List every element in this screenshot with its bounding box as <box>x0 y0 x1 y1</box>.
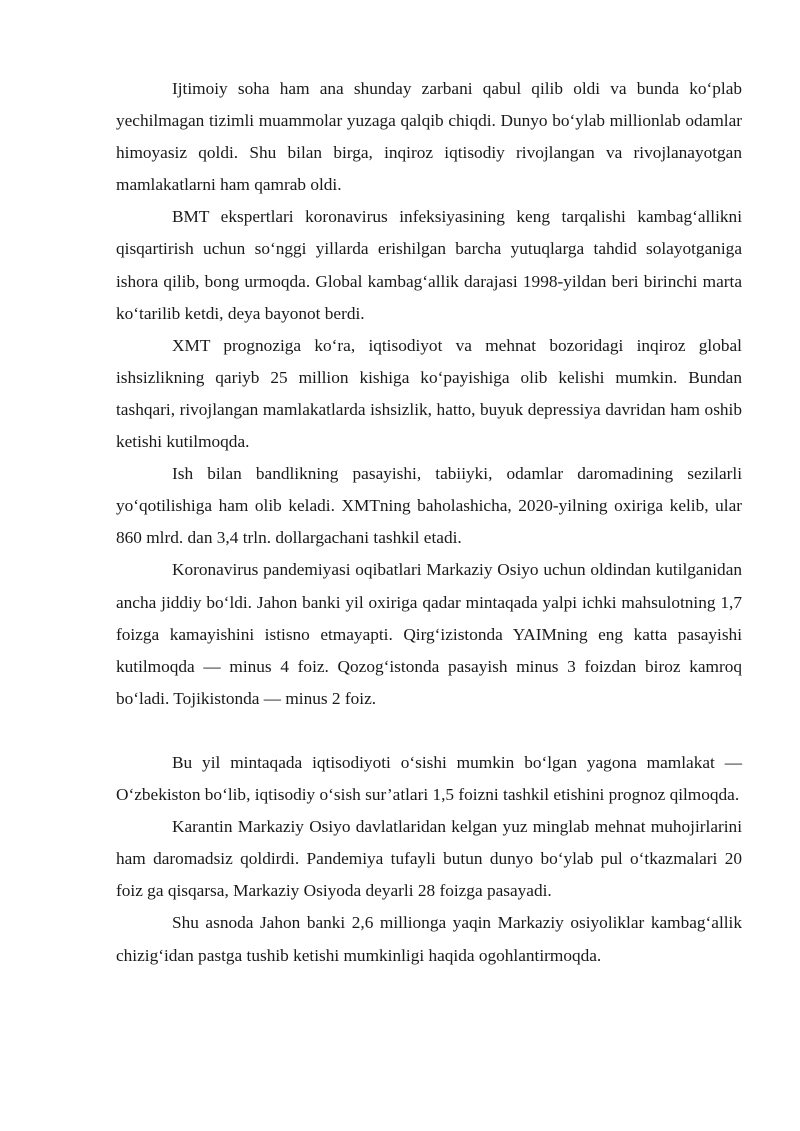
paragraph-2: BMT ekspertlari koronavirus infeksiyasining keng tarqalishi kambag‘allikni qisqartirish uchun so‘nggi yillarda erishilgan barcha yutuqlarga tahdid solayotganiga ishora qilib, bong urmoqda. Global kambag‘allik darajasi 1998-yildan beri birinchi marta ko‘tarilib ketdi, deya bayonot berdi. <box>116 207 742 323</box>
paragraph-6: Bu yil mintaqada iqtisodiyoti o‘sishi mumkin bo‘lgan yagona mamlakat — O‘zbekiston bo‘lib, iqtisodiy o‘sish sur’atlari 1,5 foizni tashkil etishini prognoz qilmoqda. <box>116 752 742 805</box>
paragraph-7: Karantin Markaziy Osiyo davlatlaridan kelgan yuz minglab mehnat muhojirlarini ham daromadsiz qoldirdi. Pandemiya tufayli butun dunyo bo‘ylab pul o‘tkazmalari 20 foiz ga qisqarsa, Markaziy Osiyoda deyarli 28 foizga pasayadi. <box>116 817 742 901</box>
paragraph-spacer <box>116 715 742 747</box>
paragraph-8: Shu asnoda Jahon banki 2,6 millionga yaqin Markaziy osiyoliklar kambag‘allik chizig‘idan pastga tushib ketishi mumkinligi haqida ogohlantirmoqda. <box>116 913 742 965</box>
document-body <box>116 73 742 972</box>
paragraph-5: Koronavirus pandemiyasi oqibatlari Markaziy Osiyo uchun oldindan kutilganidan ancha jiddiy bo‘ldi. Jahon banki yil oxiriga qadar mintaqada yalpi ichki mahsulotning 1,7 foizga kamayishini istisno etmayapti. Qirg‘izistonda YAIMning eng katta pasayishi kutilmoqda — minus 4 foiz. Qozog‘istonda pasayish minus 3 foizdan biroz kamroq bo‘ladi. Tojikistonda — minus 2 foiz. <box>116 560 742 708</box>
paragraph-1: Ijtimoiy soha ham ana shunday zarbani qabul qilib oldi va bunda ko‘plab yechilmagan tizimli muammolar yuzaga qalqib chiqdi. Dunyo bo‘ylab millionlab odamlar himoyasiz qoldi. Shu bilan birga, inqiroz iqtisodiy rivojlangan va rivojlanayotgan mamlakatlarni ham qamrab oldi. <box>116 79 742 195</box>
paragraph-4: Ish bilan bandlikning pasayishi, tabiiyki, odamlar daromadining sezilarli yo‘qotilishiga ham olib keladi. XMTning baholashicha, 2020-yilning oxiriga kelib, ular 860 mlrd. dan 3,4 trln. dollargachani tashkil etadi. <box>116 464 742 548</box>
paragraph-3: XMT prognoziga ko‘ra, iqtisodiyot va mehnat bozoridagi inqiroz global ishsizlikning qariyb 25 million kishiga ko‘payishiga olib kelishi mumkin. Bundan tashqari, rivojlangan mamlakatlarda ishsizlik, hatto, buyuk depressiya davridan ham oshib ketishi kutilmoqda. <box>116 335 742 452</box>
